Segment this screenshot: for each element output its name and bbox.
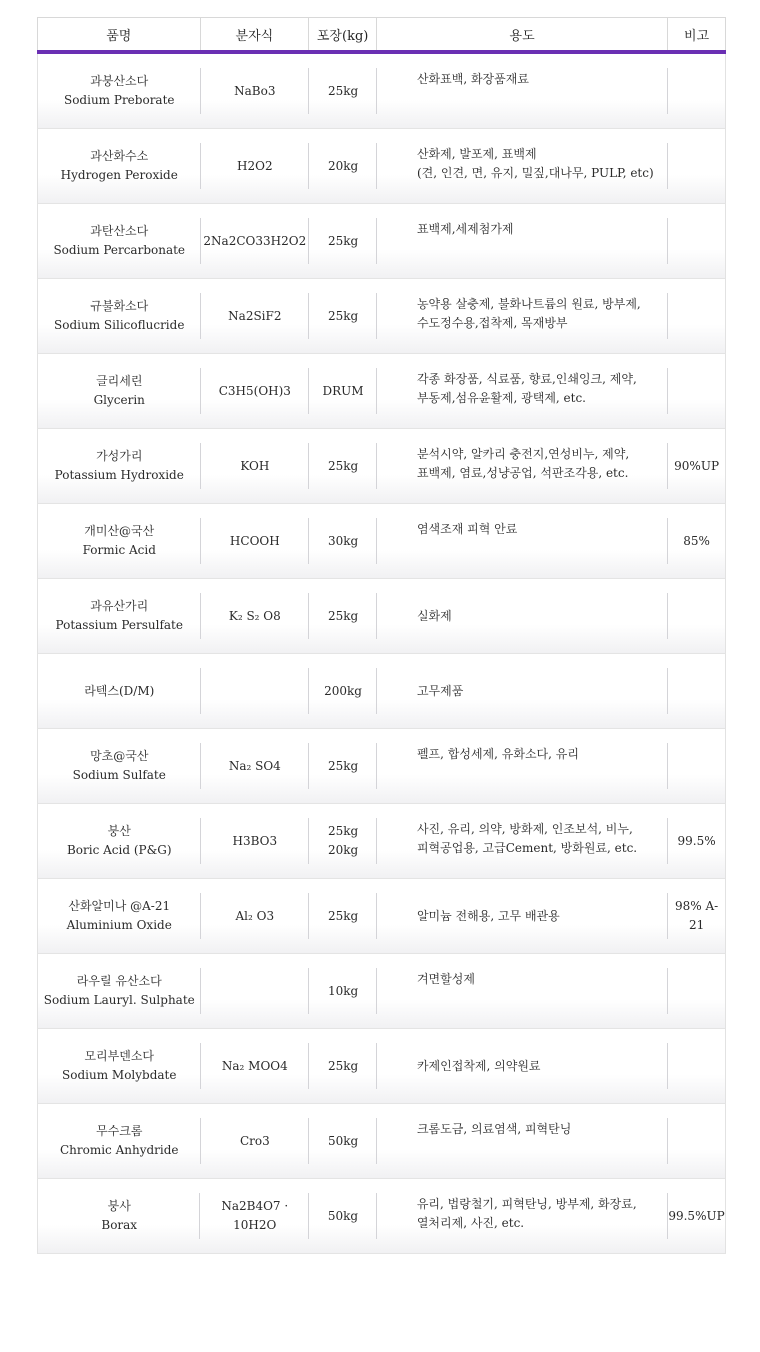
usage-text: 실화제 [416, 608, 452, 623]
package-cell [309, 879, 377, 953]
package-text: 50kg [327, 1133, 359, 1148]
package-cell [309, 729, 377, 803]
formula-cell [201, 129, 310, 203]
formula-cell [201, 879, 310, 953]
package-cell [309, 429, 377, 503]
product-table [37, 17, 726, 1254]
package-cell [309, 129, 377, 203]
note-text: 99.5% [677, 833, 716, 848]
product-name-ko: 붕사 [107, 1199, 131, 1213]
usage-cell [377, 279, 668, 353]
usage-text: 유리, 법랑철기, 피혁탄닝, 방부제, 화장료, [416, 1197, 637, 1211]
usage-cell [377, 654, 668, 728]
formula-cell [201, 429, 310, 503]
note-cell [668, 54, 725, 128]
product-name-cell [38, 504, 201, 578]
note-cell [668, 804, 725, 878]
header-name: 품명 [38, 18, 201, 50]
usage-text: 겨면할성제 [416, 972, 475, 986]
package-text: 30kg [327, 533, 359, 548]
product-name-cell [38, 129, 201, 203]
note-cell [668, 1179, 725, 1253]
product-name-en: Hydrogen Peroxide [60, 168, 178, 182]
product-name-en: Sodium Silicoflucride [54, 318, 185, 332]
usage-cell [377, 504, 668, 578]
product-name-cell [38, 1104, 201, 1178]
product-name-ko: 망초@국산 [90, 749, 149, 763]
package-cell [309, 354, 377, 428]
formula-cell [201, 654, 310, 728]
note-cell [668, 279, 725, 353]
product-name-ko: 글리세린 [96, 374, 143, 388]
product-name-cell [38, 1179, 200, 1253]
package-text: 25kg [327, 83, 359, 98]
product-name-en: Sodium Sulfate [72, 768, 166, 782]
formula-cell [200, 1179, 309, 1253]
product-name-cell [38, 729, 201, 803]
note-cell [668, 204, 725, 278]
formula-cell [201, 1029, 310, 1103]
usage-text: 농약용 살충제, 불화나트륨의 원료, 방부제, [416, 297, 641, 311]
formula-text: Al₂ O3 [235, 908, 275, 923]
formula-cell [201, 354, 310, 428]
package-cell [309, 804, 377, 878]
note-cell [668, 729, 725, 803]
formula-text: Na₂ SO4 [228, 758, 281, 773]
formula-text: K₂ S₂ O8 [228, 608, 281, 623]
package-cell [309, 54, 377, 128]
usage-text: 고무제품 [416, 683, 464, 698]
package-cell [309, 654, 377, 728]
usage-cell [377, 579, 668, 653]
table-row [37, 279, 726, 354]
product-name-ko: 가성가리 [96, 449, 143, 463]
usage-text: 피혁공업용, 고급Cement, 방화원료, etc. [416, 841, 638, 855]
note-text: 98% A-21 [674, 899, 719, 932]
usage-text: 알미늄 전해용, 고무 배관용 [416, 908, 560, 923]
usage-text: 산화표백, 화장품재료 [416, 72, 529, 86]
header-formula: 분자식 [201, 18, 310, 50]
note-cell [668, 1104, 725, 1178]
package-cell [309, 279, 377, 353]
table-row [37, 429, 726, 504]
table-row [37, 654, 726, 729]
formula-text: Na2B4O7 · 10H2O [221, 1199, 289, 1232]
package-text: 200kg [324, 683, 362, 698]
package-cell [309, 504, 377, 578]
usage-cell [377, 354, 668, 428]
product-name-en: Formic Acid [82, 543, 156, 557]
product-name-ko: 라텍스(D/M) [84, 683, 155, 698]
product-name-ko: 모리부덴소다 [84, 1049, 155, 1063]
formula-text: Na₂ MOO4 [221, 1058, 288, 1073]
product-name-en: Chromic Anhydride [59, 1143, 179, 1157]
table-row [37, 354, 726, 429]
formula-text: HCOOH [229, 533, 280, 548]
formula-text: C3H5(OH)3 [218, 383, 291, 398]
usage-text: 열처리제, 사진, etc. [416, 1216, 525, 1230]
product-name-en: Glycerin [93, 393, 145, 407]
usage-text: 펠프, 합성세제, 유화소다, 유리 [416, 747, 579, 761]
note-cell [668, 879, 725, 953]
package-text: 20kg [327, 158, 359, 173]
table-header [37, 17, 726, 50]
product-name-ko: 과산화수소 [90, 149, 149, 163]
product-name-ko: 산화알미나 @A-21 [68, 899, 171, 913]
product-name-cell [38, 354, 201, 428]
package-text: 25kg [327, 608, 359, 623]
product-name-en: Sodium Lauryl. Sulphate [43, 993, 195, 1007]
product-name-ko: 개미산@국산 [84, 524, 155, 538]
package-text: 25kg [327, 824, 359, 838]
product-name-en: Aluminium Oxide [66, 918, 172, 932]
table-row [37, 1104, 726, 1179]
formula-text: Cro3 [239, 1133, 270, 1148]
note-cell [668, 654, 725, 728]
table-row [37, 54, 726, 129]
package-cell [309, 1104, 377, 1178]
formula-cell [201, 1104, 310, 1178]
package-text: 25kg [327, 233, 359, 248]
package-cell [309, 204, 377, 278]
usage-cell [377, 1104, 668, 1178]
formula-cell [201, 279, 310, 353]
product-name-en: Boric Acid (P&G) [66, 843, 172, 857]
package-text: 50kg [327, 1208, 359, 1223]
note-text: 99.5%UP [668, 1208, 725, 1223]
usage-text: 부동제,섬유윤활제, 광택제, etc. [416, 391, 586, 405]
usage-cell [377, 1029, 668, 1103]
usage-text: 각종 화장품, 식료품, 향료,인쇄잉크, 제약, [416, 372, 637, 386]
formula-text: KOH [240, 458, 270, 473]
usage-text: 염색조재 피혁 안료 [416, 522, 518, 536]
package-text: 25kg [327, 1058, 359, 1073]
usage-cell [377, 954, 668, 1028]
product-name-en: Sodium Molybdate [62, 1068, 177, 1082]
header-package: 포장(kg) [309, 18, 377, 50]
usage-cell [377, 879, 668, 953]
product-name-ko: 붕산 [107, 824, 131, 838]
table-row [37, 504, 726, 579]
package-text: DRUM [322, 383, 364, 398]
product-name-cell [38, 804, 201, 878]
usage-text: 수도정수용,접착제, 목재방부 [416, 316, 568, 330]
product-name-en: Borax [101, 1218, 138, 1232]
product-name-ko: 과유산가리 [90, 599, 149, 613]
package-text: 20kg [327, 843, 359, 857]
package-text: 10kg [327, 983, 359, 998]
product-name-ko: 과붕산소다 [90, 74, 149, 88]
usage-text: 산화제, 발포제, 표백제 [416, 147, 537, 161]
table-row [37, 804, 726, 879]
usage-text: 크롬도금, 의료염색, 피혁탄닝 [416, 1122, 572, 1136]
product-name-en: Sodium Preborate [63, 93, 175, 107]
product-name-ko: 규불화소다 [90, 299, 149, 313]
note-cell [668, 129, 725, 203]
product-name-cell [38, 429, 201, 503]
note-cell [668, 579, 725, 653]
usage-cell [377, 54, 668, 128]
table-row [37, 729, 726, 804]
package-text: 25kg [327, 908, 359, 923]
table-body [37, 54, 726, 1254]
usage-text: 표백제,세제첨가제 [416, 222, 514, 236]
formula-cell [201, 504, 310, 578]
formula-cell [201, 204, 310, 278]
package-text: 25kg [327, 308, 359, 323]
note-text: 85% [683, 533, 710, 548]
table-row [37, 879, 726, 954]
product-name-ko: 과탄산소다 [90, 224, 149, 238]
table-row [37, 579, 726, 654]
product-name-cell [38, 54, 201, 128]
formula-text: 2Na2CO33H2O2 [203, 233, 307, 248]
product-name-cell [38, 954, 201, 1028]
product-name-en: Potassium Persulfate [55, 618, 183, 632]
usage-cell [377, 129, 668, 203]
formula-cell [201, 579, 310, 653]
note-cell [668, 354, 725, 428]
usage-cell [377, 729, 668, 803]
product-name-ko: 라우릴 유산소다 [76, 974, 162, 988]
product-name-cell [38, 1029, 201, 1103]
note-cell [668, 504, 725, 578]
usage-text: 사진, 유리, 의약, 방화제, 인조보석, 비누, [416, 822, 633, 836]
note-text: 90%UP [674, 458, 720, 473]
formula-text: H3BO3 [232, 833, 278, 848]
product-name-en: Sodium Percarbonate [53, 243, 186, 257]
formula-text: Na2SiF2 [228, 308, 282, 323]
usage-cell [377, 429, 668, 503]
table-row [37, 204, 726, 279]
note-cell [668, 1029, 725, 1103]
package-cell [309, 1179, 377, 1253]
formula-text: NaBo3 [234, 83, 276, 98]
formula-cell [201, 54, 310, 128]
product-name-ko: 무수크롬 [96, 1124, 143, 1138]
package-cell [309, 1029, 377, 1103]
formula-text: H2O2 [237, 158, 273, 173]
usage-text: 분석시약, 알카리 충전지,연성비누, 제약, [416, 447, 630, 461]
product-name-cell [38, 204, 201, 278]
usage-text: (견, 인견, 면, 유지, 밀짚,대나무, PULP, etc) [416, 166, 654, 180]
formula-cell [201, 954, 310, 1028]
package-cell [309, 579, 377, 653]
product-name-cell [38, 279, 201, 353]
usage-text: 표백제, 염료,성냥공업, 석판조각용, etc. [416, 466, 629, 480]
product-name-cell [38, 579, 201, 653]
package-text: 25kg [327, 458, 359, 473]
product-name-cell [38, 654, 201, 728]
usage-cell [377, 804, 668, 878]
note-cell [668, 429, 725, 503]
usage-text: 카제인접착제, 의약원료 [416, 1058, 541, 1073]
product-name-cell [38, 879, 201, 953]
note-cell [668, 954, 725, 1028]
usage-cell [377, 1179, 668, 1253]
table-row [37, 129, 726, 204]
package-cell [309, 954, 377, 1028]
formula-cell [201, 804, 310, 878]
header-note: 비고 [684, 28, 710, 44]
header-usage: 용도 [377, 18, 668, 50]
table-row [37, 1179, 726, 1254]
table-row [37, 1029, 726, 1104]
formula-cell [201, 729, 310, 803]
product-name-en: Potassium Hydroxide [54, 468, 184, 482]
package-text: 25kg [327, 758, 359, 773]
table-row [37, 954, 726, 1029]
usage-cell [377, 204, 668, 278]
